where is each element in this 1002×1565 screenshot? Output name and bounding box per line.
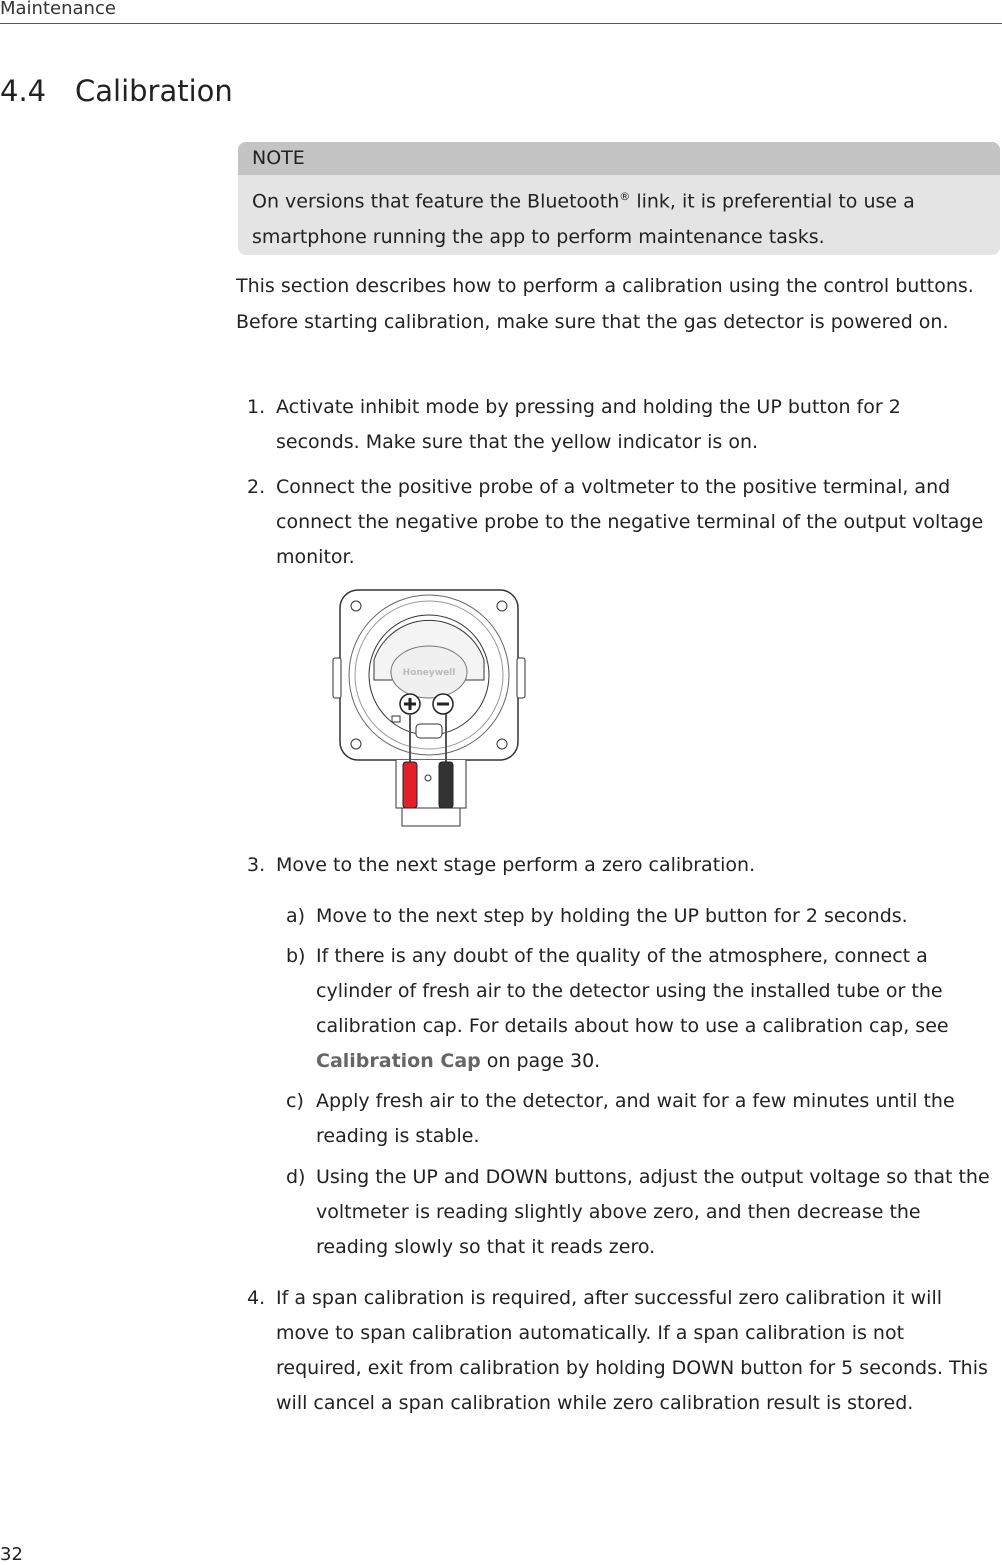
step-text: Activate inhibit mode by pressing and holding the UP button for 2 seconds. Make sure that the yellow indicator is on. [276,396,901,453]
step-text: Move to the next stage perform a zero calibration. [276,854,756,876]
step-number: 2. [247,476,266,498]
brand-logo: Honeywell [402,668,456,678]
step-text: If a span calibration is required, after successful zero calibration it will move to span calibration automatically. If a span calibration is not required, exit from calibration by holding DOWN button for 5 seconds. This will cancel a span calibration while zero calibration result is stored. [276,1287,988,1414]
section-heading: Calibration [75,74,233,108]
substep-text: Move to the next step by holding the UP button for 2 seconds. [316,905,908,927]
substep-text: Using the UP and DOWN buttons, adjust the output voltage so that the voltmeter is reading slightly above zero, and then decrease the reading slowly so that it reads zero. [316,1166,990,1258]
note-text: On versions that feature the Bluetooth® link, it is preferential to use a smartphone running the app to perform maintenance tasks. [252,190,915,249]
calibration-cap-link[interactable]: Calibration Cap [316,1050,481,1072]
step-number: 4. [247,1287,266,1309]
substep-label: c) [286,1090,304,1112]
substep-label: a) [286,905,306,927]
negative-probe [439,762,453,808]
note-box [238,142,1000,255]
section-title [0,74,233,108]
substep-text: If there is any doubt of the quality of the atmosphere, connect a cylinder of fresh air to the detector using the installed tube or the calibration cap. For details about how to use a calibration cap, see Calibration Cap on page 30. [316,945,949,1072]
intro-paragraph: This section describes how to perform a calibration using the control buttons. Before starting calibration, make sure that the gas detector is powered on. [236,275,974,333]
step-text: Connect the positive probe of a voltmeter to the positive terminal, and connect the negative probe to the negative terminal of the output voltage monitor. [276,476,984,568]
section-number: 4.4 [0,74,47,108]
positive-probe [403,762,417,808]
substep-label: d) [286,1166,306,1188]
note-heading: NOTE [238,142,1000,175]
step-number: 1. [247,396,266,418]
substep-text: Apply fresh air to the detector, and wait for a few minutes until the reading is stable. [316,1090,955,1147]
step-number: 3. [247,854,266,876]
detector-illustration [330,580,528,832]
substep-label: b) [286,945,306,967]
running-header: Maintenance [0,0,116,19]
page-number: 32 [0,1544,23,1565]
header-divider [0,23,1002,24]
